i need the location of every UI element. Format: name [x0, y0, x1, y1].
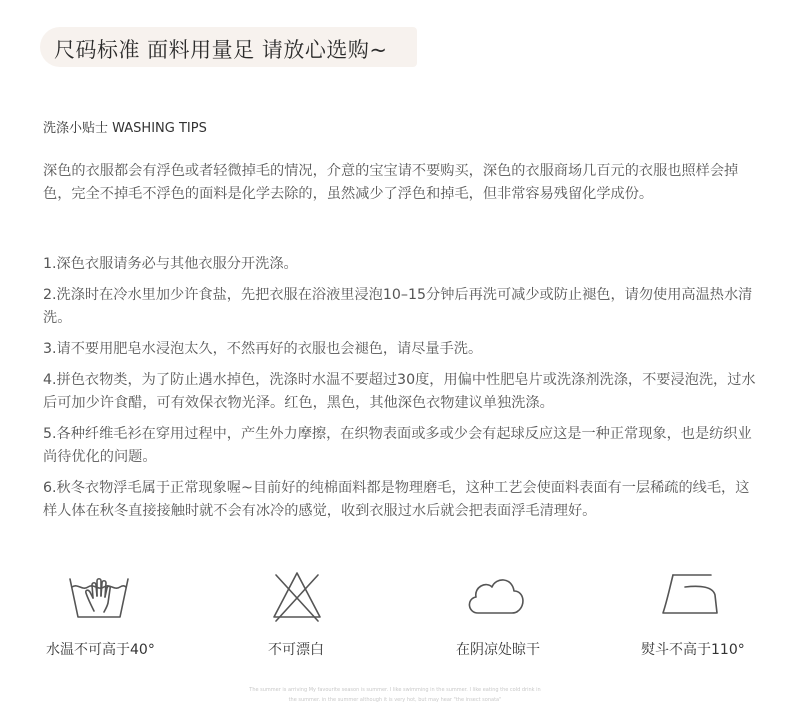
tip-6: 6.秋冬衣物浮毛属于正常现象喔~目前好的纯棉面料都是物理磨毛，这种工艺会使面料表面有一层稀疏的线毛，这样人体在秋冬直接接触时就不会有冰冷的感觉，收到衣服过水后就会把表面浮毛清理好。: [43, 480, 750, 519]
care-label-iron: 熨斗不高于110°: [641, 642, 745, 658]
promo-banner: [40, 27, 417, 67]
banner-text: 尺码标准 面料用量足 请放心选购~: [54, 38, 388, 62]
section-title: 洗涤小贴士 WASHING TIPS: [43, 121, 207, 136]
footer-line-2: the summer. in the summer although it is very hot, but may hear "the insect sonata": [288, 697, 502, 703]
no-bleach-icon: [262, 565, 332, 625]
footer-line-1: The summer is arriving My favourite season is summer. I like swimming in the summer. I like eating the cold drink in: [249, 687, 541, 693]
tip-4: 4.拼色衣物类，为了防止遇水掉色，洗涤时水温不要超过30度，用偏中性肥皂片或洗涤剂洗涤，不要浸泡洗，过水后可加少许食醋，可有效保衣物光泽。红色，黑色，其他深色衣物建议单独洗涤。: [43, 372, 756, 411]
iron-icon: [655, 565, 725, 625]
tip-2: 2.洗涤时在冷水里加少许食盐，先把衣服在浴液里浸泡10–15分钟后再洗可减少或防止褪色，请勿使用高温热水清洗。: [43, 287, 753, 326]
care-label-wash: 水温不可高于40°: [46, 642, 155, 658]
shade-dry-icon: [462, 565, 532, 625]
intro-paragraph: 深色的衣服都会有浮色或者轻微掉毛的情况，介意的宝宝请不要购买，深色的衣服商场几百元的衣服也照样会掉色，完全不掉毛不浮色的面料是化学去除的，虽然减少了浮色和掉毛，但非常容易残留化学成份。: [43, 163, 739, 202]
care-label-no-bleach: 不可漂白: [268, 642, 324, 658]
tip-3: 3.请不要用肥皂水浸泡太久，不然再好的衣服也会褪色，请尽量手洗。: [43, 341, 483, 357]
tip-1: 1.深色衣服请务必与其他衣服分开洗涤。: [43, 256, 298, 272]
tip-5: 5.各种纤维毛衫在穿用过程中，产生外力摩擦，在织物表面或多或少会有起球反应这是一种正常现象，也是纺织业尚待优化的问题。: [43, 426, 752, 465]
care-label-shade-dry: 在阴凉处晾干: [456, 642, 540, 658]
hand-wash-icon: [64, 565, 134, 625]
